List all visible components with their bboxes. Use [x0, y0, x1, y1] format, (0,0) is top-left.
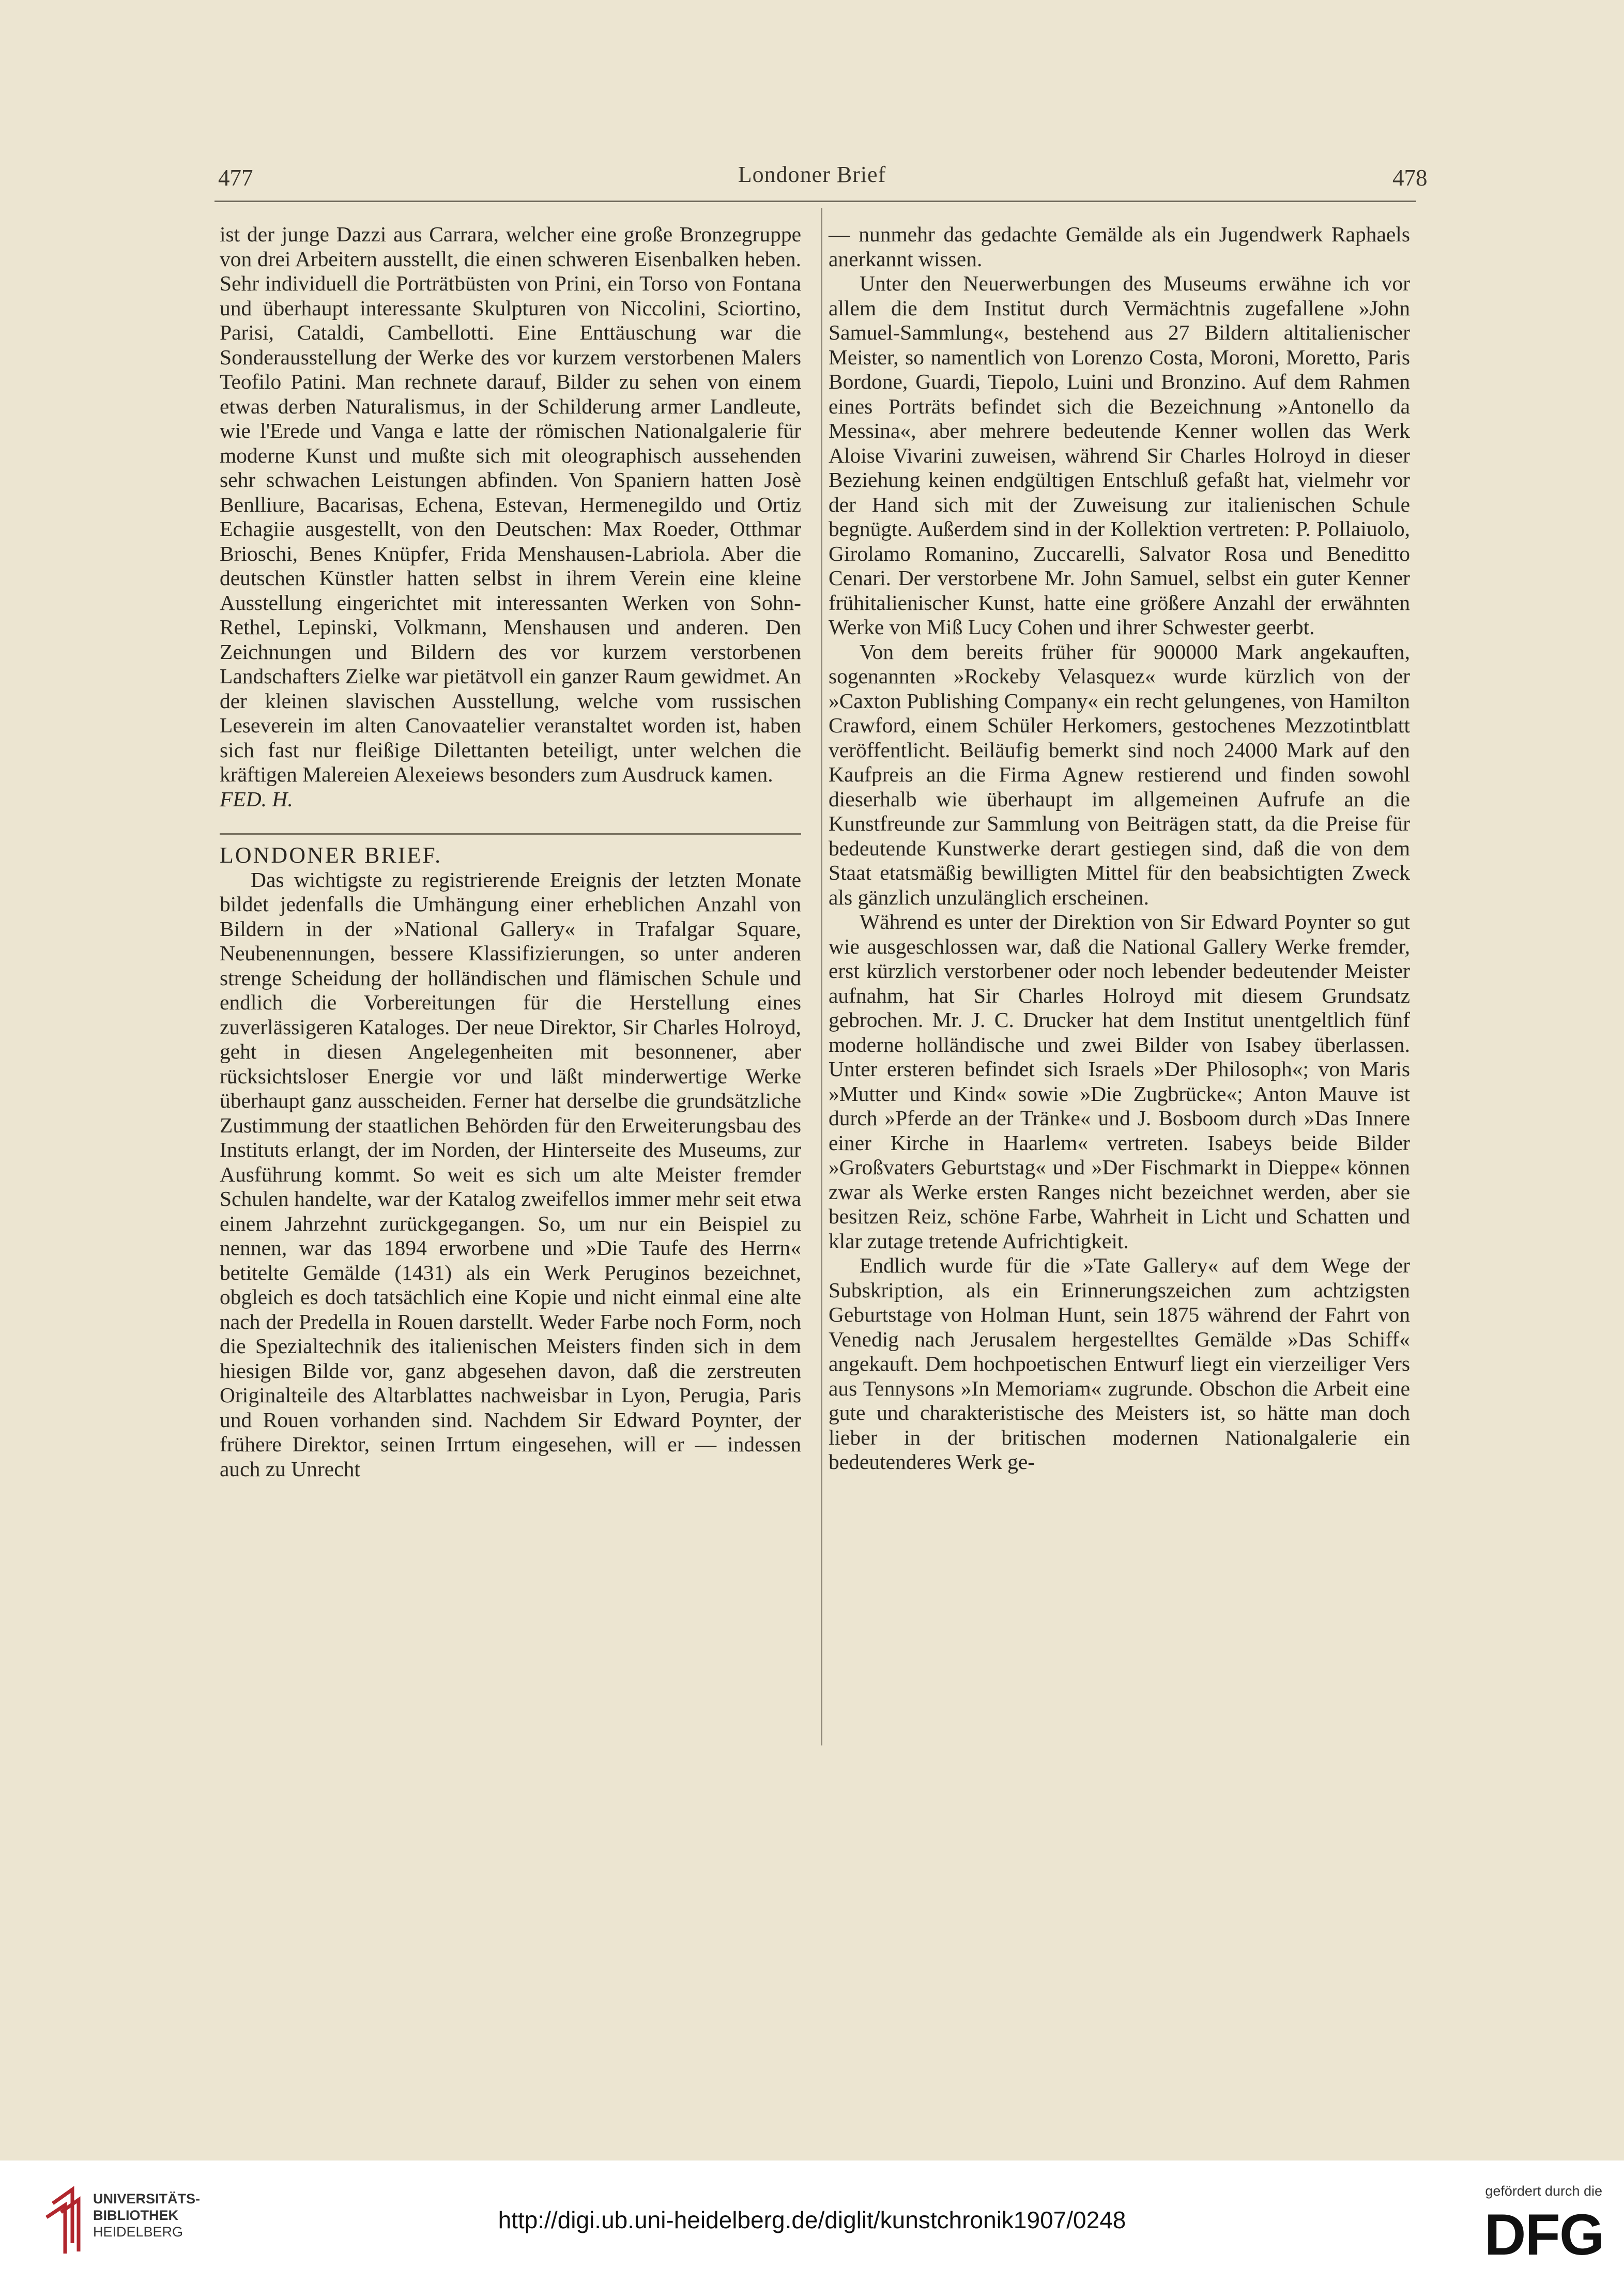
section-divider [220, 833, 801, 835]
left-column [220, 222, 801, 1481]
footer-bar [0, 2161, 1624, 2283]
paragraph: ist der junge Dazzi aus Carrara, welcher eine große Bronzegruppe von drei Arbeitern ausstellt, die einen schweren Eisenbalken heben. Sehr individuell die Porträtbüsten von Prini, ein Torso von Fontana und überhaupt interessante Skulpturen von Niccolini, Sciortino, Parisi, Cataldi, Cambellotti. Eine Enttäuschung war die Sonderausstellung der Werke des vor kurzem verstorbenen Malers Teofilo Patini. Man rechnete darauf, Bilder zu sehen von einem etwas derben Naturalismus, in der Schilderung armer Landleute, wie l'Erede und Vanga e latte der römischen Nationalgalerie für moderne Kunst und mußte sich mit oleographisch aussehenden sehr schwachen Leistungen abfinden. Von Spaniern hatten Josè Benlliure, Bacarisas, Echena, Estevan, Hermenegildo und Ortiz Echagiie ausgestellt, von den Deutschen: Max Roeder, Otthmar Brioschi, Benes Knüpfer, Frida Menshausen-Labriola. Aber die deutschen Künstler hatten selbst in ihrem Verein eine kleine Ausstellung eingerichtet mit interessanten Werken von Sohn-Rethel, Lepinski, Volkmann, Menshausen und anderen. Den Zeichnungen und Bildern des vor kurzem verstorbenen Landschafters Zielke war pietätvoll ein ganzer Raum gewidmet. An der kleinen slavischen Ausstellung, welche vom russischen Leseverein im alten Canovaatelier veranstaltet worden ist, haben sich fast nur fleißige Dilettanten beteiligt, unter welchen die kräftigen Malereien Alexeiews besonders zum Ausdruck kamen. [220, 222, 801, 786]
paragraph: Von dem bereits früher für 900000 Mark angekauften, sogenannten »Rockeby Velasquez« wurde kürzlich von der »Caxton Publishing Company« ein recht gelungenes, von Hamilton Crawford, einem Schüler Herkomers, gestochenes Mezzotintblatt veröffentlicht. Beiläufig bemerkt sind noch 24000 Mark auf den Kaufpreis an die Firma Agnew restierend und finden sowohl dieserhalb wie überhaupt im allgemeinen Aufrufe an die Kunstfreunde zur Sammlung von Beiträgen statt, da die Preise für bedeutende Kunstwerke derart gestiegen sind, daß die von dem Staat etatsmäßig bewilligten Mittel für den beabsichtigten Zweck als gänzlich unzulänglich erscheinen. [829, 639, 1410, 909]
permalink-url[interactable]: http://digi.ub.uni-heidelberg.de/diglit/kunstchronik1907/0248 [498, 2207, 1126, 2233]
running-head: Londoner Brief [738, 162, 886, 187]
dfg-logo: DFG [1484, 2202, 1603, 2267]
page-number-right: 478 [1392, 165, 1428, 191]
header-rule [215, 201, 1416, 202]
library-name-line: BIBLIOTHEK [93, 2208, 178, 2223]
paragraph: Das wichtigste zu registrierende Ereignis der letzten Monate bildet jedenfalls die Umhängung einer erheblichen Anzahl von Bildern in der »National Gallery« in Trafalgar Square, Neubenennungen, bessere Klassifizierungen, so unter anderen strenge Scheidung der holländischen und flämischen Schule und endlich die Vorbereitungen für die Herstellung eines zuverlässigeren Kataloges. Der neue Direktor, Sir Charles Holroyd, geht in diesen Angelegenheiten mit besonnener, aber rücksichtsloser Energie vor und läßt minderwertige Werke überhaupt ganz ausscheiden. Ferner hat derselbe die grundsätzliche Zustimmung der staatlichen Behörden für den Erweiterungsbau des Instituts erlangt, der im Norden, der Hinterseite des Museums, zur Ausführung kommt. So weit es sich um alte Meister fremder Schulen handelte, war der Katalog zweifellos immer mehr seit etwa einem Jahrzehnt zurückgegangen. So, um nur ein Beispiel zu nennen, war das 1894 erworbene und »Die Taufe des Herrn« betitelte Gemälde (1431) als ein Werk Peruginos bezeichnet, obgleich es doch tatsächlich eine Kopie und nicht einmal eine alte nach der Predella in Rouen darstellt. Weder Farbe noch Form, noch die Spezialtechnik des italienischen Meisters finden sich in dem hiesigen Bilde vor, ganz abgesehen davon, daß die zerstreuten Originalteile des Altarblattes nachweisbar in Lyon, Perugia, Paris und Rouen vorhanden sind. Nachdem Sir Edward Poynter, der frühere Direktor, seinen Irrtum eingesehen, will er — indessen auch zu Unrecht [220, 867, 801, 1481]
library-name-line: HEIDELBERG [93, 2224, 183, 2240]
funding-label: gefördert durch die [1485, 2183, 1602, 2199]
section-title: LONDONER BRIEF. [220, 842, 442, 868]
paragraph: Unter den Neuerwerbungen des Museums erwähne ich vor allem die dem Institut durch Vermächtnis zugefallene »John Samuel-Sammlung«, bestehend aus 27 Bildern altitalienischer Meister, so namentlich von Lorenzo Costa, Moroni, Moretto, Paris Bordone, Guardi, Tiepolo, Luini und Bronzino. Auf dem Rahmen eines Porträts befindet sich die Bezeichnung »Antonello da Messina«, aber mehrere bedeutende Kenner wollen das Werk Aloise Vivarini zuweisen, während Sir Charles Holroyd in dieser Beziehung keinen endgültigen Entschluß gefaßt hat, vielmehr vor der Hand sich mit der Zuweisung zur italienischen Schule begnügte. Außerdem sind in der Kollektion vertreten: P. Pollaiuolo, Girolamo Romanino, Zuccarelli, Salvator Rosa und Beneditto Cenari. Der verstorbene Mr. John Samuel, selbst ein guter Kenner frühitalienischer Kunst, hatte eine größere Anzahl der erwähnten Werke von Miß Lucy Cohen und ihrer Schwester geerbt. [829, 271, 1410, 639]
author-signature: FED. H. [220, 787, 293, 811]
right-column [829, 222, 1410, 1475]
paragraph: Endlich wurde für die »Tate Gallery« auf dem Wege der Subskription, als ein Erinnerungszeichen zum achtzigsten Geburtstage von Holman Hunt, sein 1875 während der Fahrt von Venedig nach Jerusalem hergestelltes Gemälde »Das Schiff« angekauft. Dem hochpoetischen Entwurf liegt ein vierzeiliger Vers aus Tennysons »In Memoriam« zugrunde. Obschon die Arbeit eine gute und charakteristische des Meisters ist, so hätte man doch lieber in der britischen modernen Nationalgalerie ein bedeutenderes Werk ge- [829, 1253, 1410, 1474]
column-divider [821, 208, 822, 1745]
paragraph: — nunmehr das gedachte Gemälde als ein Jugendwerk Raphaels anerkannt wissen. [829, 222, 1410, 271]
paragraph: Während es unter der Direktion von Sir Edward Poynter so gut wie ausgeschlossen war, daß die National Gallery Werke fremder, erst kürzlich verstorbener oder noch lebender bedeutender Meister aufnahm, hat Sir Charles Holroyd mit diesem Grundsatz gebrochen. Mr. J. C. Drucker hat dem Institut unentgeltlich fünf moderne holländische und zwei Bilder von Isabey überlassen. Unter ersteren befindet sich Israels »Der Philosoph«; von Maris »Mutter und Kind« sowie »Die Zugbrücke«; Anton Mauve ist durch »Pferde an der Tränke« und J. Bosboom durch »Das Innere einer Kirche in Haarlem« vertreten. Isabeys beide Bilder »Großvaters Geburtstag« und »Der Fischmarkt in Dieppe« können zwar als Werke ersten Ranges nicht bezeichnet werden, aber sie besitzen Reiz, schöne Farbe, Wahrheit in Licht und Schatten und klar zutage tretende Aufrichtigkeit. [829, 910, 1410, 1253]
page-number-left: 477 [218, 165, 253, 191]
library-name-line: UNIVERSITÄTS- [93, 2191, 201, 2207]
